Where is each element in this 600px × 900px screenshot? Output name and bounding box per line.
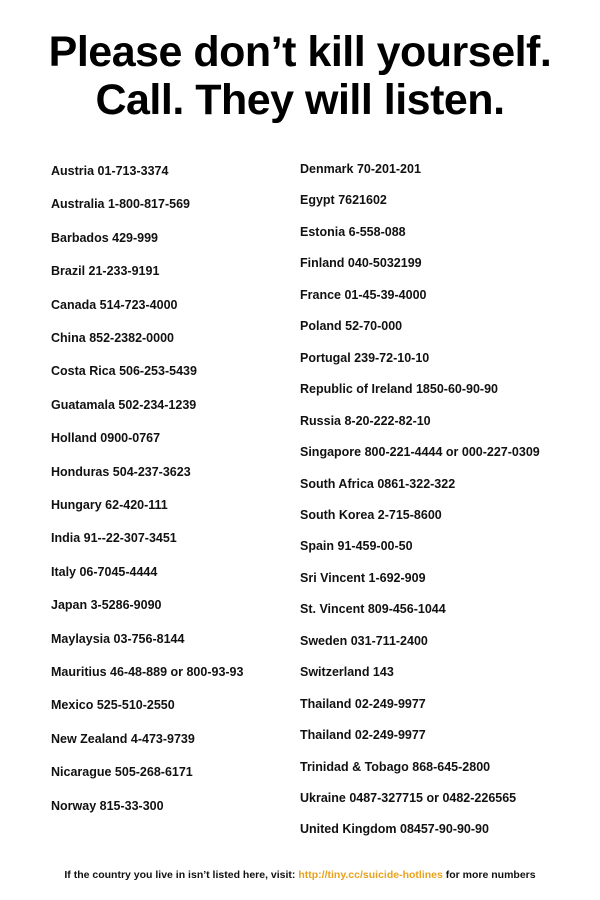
hotline-entry: Nicarague 505-268-6171 <box>51 765 193 780</box>
hotline-entry: Sweden 031-711-2400 <box>300 633 428 648</box>
hotline-entry: Austria 01-713-3374 <box>51 164 169 178</box>
hotline-entry: Costa Rica 506-253-5439 <box>51 364 197 379</box>
hotline-entry: Guatamala 502-234-1239 <box>51 397 197 412</box>
hotline-entry: Norway 815-33-300 <box>51 798 164 813</box>
hotline-entry: New Zealand 4-473-9739 <box>51 731 195 746</box>
hotline-entry: Finland 040-5032199 <box>300 256 422 271</box>
footer-note <box>0 868 600 882</box>
hotline-entry: Maylaysia 03-756-8144 <box>51 631 185 646</box>
hotline-entry: Thailand 02-249-9977 <box>300 728 426 743</box>
headline-line-1: Please don’t kill yourself. <box>48 28 552 76</box>
hotline-entry: India 91--22-307-3451 <box>51 531 177 546</box>
hotline-entry: South Korea 2-715-8600 <box>300 507 442 522</box>
hotline-entry: Italy 06-7045-4444 <box>51 564 158 579</box>
hotline-entry: France 01-45-39-4000 <box>300 287 427 302</box>
hotline-entry: Portugal 239-72-10-10 <box>300 350 430 365</box>
hotline-entry: Mauritius 46-48-889 or 800-93-93 <box>51 665 244 679</box>
hotline-entry: Barbados 429-999 <box>51 230 159 245</box>
hotline-entry: Switzerland 143 <box>300 665 394 680</box>
hotline-entry: United Kingdom 08457-90-90-90 <box>300 822 489 837</box>
footer-prefix: If the country you live in isn’t listed here, visit: <box>64 869 299 881</box>
hotline-entry: Brazil 21-233-9191 <box>51 264 160 279</box>
hotlines-link[interactable]: http://tiny.cc/suicide-hotlines <box>298 869 443 881</box>
hotline-entry: Russia 8-20-222-82-10 <box>300 413 431 428</box>
hotline-entry: Australia 1-800-817-569 <box>51 197 190 212</box>
headline-line-2: Call. They will listen. <box>95 76 505 124</box>
hotline-entry: China 852-2382-0000 <box>51 331 174 345</box>
hotline-entry: Estonia 6-558-088 <box>300 224 406 239</box>
hotline-entry: Spain 91-459-00-50 <box>300 539 413 554</box>
hotline-entry: Singapore 800-221-4444 or 000-227-0309 <box>300 445 540 460</box>
hotline-entry: Honduras 504-237-3623 <box>51 464 191 479</box>
hotline-entry: South Africa 0861-322-322 <box>300 476 456 491</box>
hotline-entry: Canada 514-723-4000 <box>51 297 178 312</box>
hotline-entry: Sri Vincent 1-692-909 <box>300 570 426 585</box>
hotline-entry: Denmark 70-201-201 <box>300 162 421 176</box>
headline <box>0 28 600 124</box>
hotline-entry: Trinidad & Tobago 868-645-2800 <box>300 759 491 774</box>
hotline-entry: Thailand 02-249-9977 <box>300 696 426 711</box>
hotline-entry: Hungary 62-420-111 <box>51 498 168 512</box>
hotline-entry: Egypt 7621602 <box>300 193 387 208</box>
hotline-entry: Japan 3-5286-9090 <box>51 598 162 613</box>
hotline-entry: St. Vincent 809-456-1044 <box>300 602 446 617</box>
hotline-entry: Ukraine 0487-327715 or 0482-226565 <box>300 791 517 805</box>
hotline-entry: Republic of Ireland 1850-60-90-90 <box>300 382 498 397</box>
hotline-entry: Poland 52-70-000 <box>300 319 403 334</box>
footer-suffix: for more numbers <box>442 869 536 881</box>
hotline-entry: Mexico 525-510-2550 <box>51 698 175 713</box>
hotline-entry: Holland 0900-0767 <box>51 431 161 446</box>
